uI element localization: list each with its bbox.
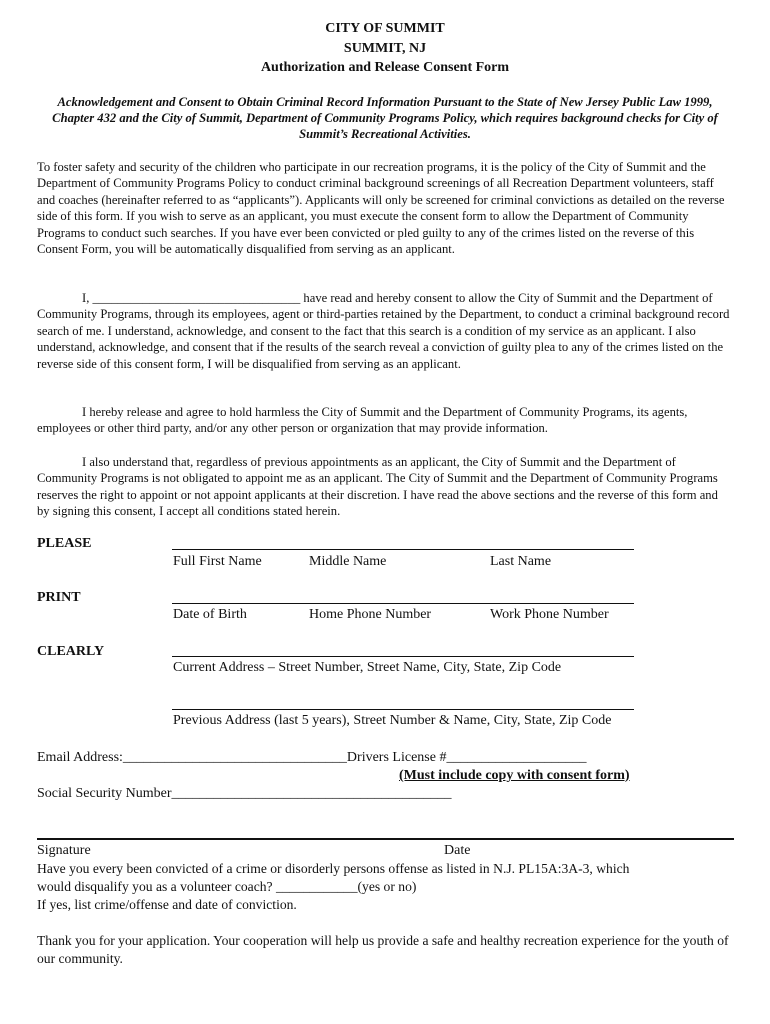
label-clearly: CLEARLY xyxy=(37,644,105,659)
signature-line[interactable] xyxy=(37,838,734,840)
last-name-label: Last Name xyxy=(490,554,552,569)
label-please: PLEASE xyxy=(37,536,92,551)
thank-you-note: Thank you for your application. Your cooperation will help us provide a safe and healthy recreation experience for the youth of our community. xyxy=(37,933,729,966)
consent-text: I, _________________________________ have read and hereby consent to allow the City of Summit and the Department of Community Programs, through its employees, agent or third-parties retained by the Department, to conduct a criminal background record search of me. I understand, acknowledge, and consent to the fact that this search is a condition of my service as an applicant. I also understand, acknowledge, and consent that if the results of the search reveal a conviction of guilty plea to any of the crimes listed on the reverse side of this consent form, I will be disqualified from serving as an applicant. xyxy=(37,291,730,371)
consent-paragraph xyxy=(37,290,733,372)
signature-label: Signature xyxy=(37,843,91,858)
dob-phone-line[interactable] xyxy=(172,603,634,604)
license-copy-note: (Must include copy with consent form) xyxy=(399,768,630,783)
ssn-line[interactable]: Social Security Number________________________________________ xyxy=(37,786,452,801)
acknowledgement-statement: Acknowledgement and Consent to Obtain Criminal Record Information Pursuant to the State of New Jersey Public Law 1999, Chapter 432 and the City of Summit, Department of Community Programs Policy, which requires background checks for City of Summit’s Recreational Activities. xyxy=(52,95,718,141)
current-address-line[interactable] xyxy=(172,656,634,657)
release-paragraph xyxy=(37,404,733,437)
email-license-line[interactable]: Email Address:________________________________Drivers License #____________________ xyxy=(37,750,587,765)
header-city: CITY OF SUMMIT xyxy=(325,21,445,36)
conviction-question-1: Have you every been convicted of a crime or disorderly persons offense as listed in N.J. PL15A:3A-3, which xyxy=(37,861,630,876)
first-name-label: Full First Name xyxy=(173,554,262,569)
middle-name-label: Middle Name xyxy=(309,554,387,569)
understanding-text: I also understand that, regardless of previous appointments as an applicant, the City of Summit and the Department of Community Programs is not obligated to appoint me as an applicant. The City of Summit and the Department of Community Programs reserves the right to appoint or not appoint applicants at their discretion. I have read the above sections and the reverse of this form and by signing this consent, I accept all conditions stated herein. xyxy=(37,455,718,519)
current-address-label: Current Address – Street Number, Street Name, City, State, Zip Code xyxy=(173,660,562,675)
dob-label: Date of Birth xyxy=(173,607,247,622)
previous-address-line[interactable] xyxy=(172,709,634,710)
policy-paragraph: To foster safety and security of the children who participate in our recreation programs, it is the policy of the City of Summit and the Department of Community Programs Policy to conduct criminal background screenings of all Recreation Department volunteers, staff and coaches (hereinafter referred to as “applicants”). Applicants will only be screened for criminal convictions as detailed on the reverse side of this form. If you wish to serve as an applicant, you must execute the consent form to allow the Department of Community Programs to conduct such searches. If you have ever been convicted or pled guilty to any of the crimes listed on the reverse of this Consent Form, you will be automatically disqualified from serving as an applicant. xyxy=(37,160,725,257)
home-phone-label: Home Phone Number xyxy=(309,607,432,622)
previous-address-label: Previous Address (last 5 years), Street Number & Name, City, State, Zip Code xyxy=(173,713,612,728)
header-location: SUMMIT, NJ xyxy=(343,41,427,56)
release-text: I hereby release and agree to hold harmless the City of Summit and the Department of Community Programs, its agents, employees or other third party, and/or any other person or organization that may provide information. xyxy=(37,405,688,436)
work-phone-label: Work Phone Number xyxy=(490,607,609,622)
conviction-question-3: If yes, list crime/offense and date of conviction. xyxy=(37,897,297,912)
date-label: Date xyxy=(444,843,471,858)
label-print: PRINT xyxy=(37,590,81,605)
understanding-paragraph xyxy=(37,454,733,520)
conviction-question-2[interactable]: would disqualify you as a volunteer coach? ____________(yes or no) xyxy=(37,879,417,894)
name-line[interactable] xyxy=(172,549,634,550)
form-title: Authorization and Release Consent Form xyxy=(260,60,510,75)
